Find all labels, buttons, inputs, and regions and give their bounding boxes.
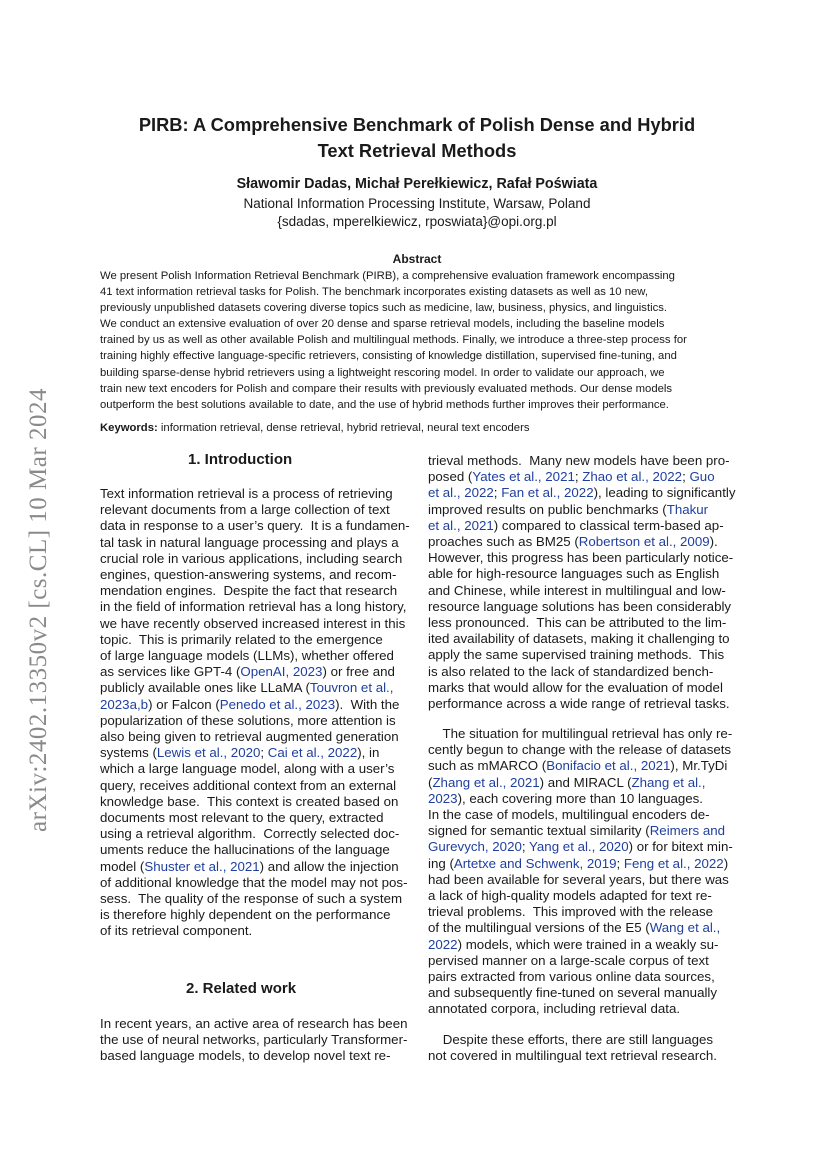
text-line — [100, 826, 410, 842]
text-line — [100, 583, 410, 599]
text-line — [428, 726, 733, 742]
text-line — [100, 567, 410, 583]
text-line — [428, 823, 733, 839]
text-run: documents most relevant to the query, extracted — [100, 810, 384, 826]
citation-link[interactable]: Shuster et al., 2021 — [144, 858, 260, 874]
text-line — [428, 920, 733, 936]
text-line — [428, 696, 736, 712]
citation-link[interactable]: 2023 — [428, 790, 458, 806]
text-line — [100, 680, 410, 696]
text-line — [100, 891, 410, 907]
abstract-line: trained by us as well as other available Polish and multilingual methods. Finally, we introduce a three-step process for — [100, 334, 687, 347]
author-emails: {sdadas, mperelkiewicz, rposwiata}@opi.org.pl — [277, 214, 557, 229]
citation-link[interactable]: Thakur — [666, 501, 709, 517]
citation-link[interactable]: Guo — [689, 469, 715, 485]
text-run: in the field of information retrieval has a long history, — [100, 599, 407, 615]
text-run: ) compared to classical term-based ap- — [493, 517, 724, 533]
text-line — [100, 745, 410, 761]
text-run: crucial role in various applications, including search — [100, 550, 403, 566]
text-run: ), each covering more than 10 languages. — [457, 790, 704, 806]
text-run: ; — [616, 855, 624, 871]
text-line — [428, 680, 736, 696]
text-run: ited availability of datasets, making it challenging to — [428, 631, 730, 647]
text-run: Text information retrieval is a process of retrieving — [100, 486, 393, 501]
related-work-paragraph-1 — [428, 453, 736, 712]
text-run: signed for semantic textual similarity ( — [428, 823, 650, 839]
text-line — [428, 985, 733, 1001]
text-line — [428, 856, 733, 872]
text-line — [100, 794, 410, 810]
citation-link[interactable]: Yates et al., 2021 — [472, 469, 575, 485]
text-line — [100, 697, 410, 713]
abstract-line: train new text encoders for Polish and compare their results with previously evaluated methods. Our dense models — [100, 382, 673, 395]
text-line — [100, 648, 410, 664]
text-run: as services like GPT-4 ( — [100, 664, 241, 680]
text-run: we have recently observed increased interest in this — [100, 615, 406, 631]
text-line — [100, 518, 410, 534]
citation-link[interactable]: Wang et al., — [649, 920, 721, 936]
text-line — [428, 872, 733, 888]
abstract-line: 41 text information retrieval tasks for Polish. The benchmark incorporates existing datasets as well as 10 new, — [100, 286, 648, 299]
text-line — [100, 1016, 407, 1032]
text-run: popularization of these solutions, more attention is — [100, 712, 396, 728]
text-run: ; — [574, 469, 583, 485]
text-line — [428, 550, 736, 566]
text-line — [428, 904, 733, 920]
text-run: Despite these efforts, there are still languages — [428, 1032, 714, 1047]
text-run: able for high-resource languages such as English — [428, 566, 720, 582]
text-line — [100, 502, 410, 518]
text-run: pairs extracted from various online data sources, — [428, 969, 715, 985]
text-run: ; — [493, 485, 502, 501]
paper-title — [100, 112, 734, 164]
text-line — [428, 453, 736, 469]
text-line — [100, 859, 410, 875]
text-run: ) and MIRACL ( — [539, 774, 632, 790]
citation-link[interactable]: 2023a,b — [100, 696, 149, 712]
text-line — [100, 1048, 407, 1064]
author-list: Sławomir Dadas, Michał Perełkiewicz, Rafał Poświata — [236, 176, 598, 192]
text-run: improved results on public benchmarks ( — [428, 501, 667, 517]
text-line — [428, 647, 736, 663]
citation-link[interactable]: et al., 2022 — [428, 485, 494, 501]
title-line-2: Text Retrieval Methods — [317, 140, 517, 161]
text-line — [428, 502, 736, 518]
text-run: uments reduce the hallucinations of the language — [100, 842, 390, 858]
abstract-line: outperform the best solutions available to date, and the use of hybrid methods further improves their performance. — [100, 398, 669, 411]
text-run: ) models, which were trained in a weakly su- — [457, 936, 719, 952]
citation-link[interactable]: Yang et al., 2020 — [529, 839, 629, 855]
text-line — [100, 551, 410, 567]
text-line — [100, 875, 410, 891]
citation-link[interactable]: Penedo et al., 2023 — [219, 696, 336, 712]
related-work-text — [100, 1016, 407, 1065]
text-line — [428, 664, 736, 680]
text-run: ) and allow the injection — [259, 858, 399, 874]
text-line — [428, 1001, 733, 1017]
text-line — [428, 534, 736, 550]
citation-link[interactable]: Zhang et al., — [631, 774, 706, 790]
keywords-line — [100, 422, 734, 434]
citation-link[interactable]: Bonifacio et al., 2021 — [546, 758, 671, 774]
affiliation: National Information Processing Institute, Warsaw, Poland — [243, 196, 591, 211]
abstract-line: building sparse-dense hybrid retrievers using a lightweight rescoring model. In order to validate our approach, we — [100, 366, 665, 379]
text-run: based language models, to develop novel text re- — [100, 1048, 391, 1064]
introduction-text — [100, 486, 410, 940]
text-run: the use of neural networks, particularly Transformer- — [100, 1032, 408, 1048]
arxiv-id-stamp: arXiv:2402.13350v2 [cs.CL] 10 Mar 2024 — [25, 388, 52, 832]
text-run: and Chinese, while interest in multilingual and low- — [428, 582, 726, 598]
text-run: had been available for several years, but there was — [428, 871, 729, 887]
arxiv-sidebar — [22, 360, 56, 860]
text-run: is therefore highly dependent on the performance — [100, 907, 391, 923]
text-run: ; — [682, 469, 690, 485]
section-heading-introduction: 1. Introduction — [188, 451, 293, 468]
abstract-line: training highly effective language-specific retrievers, consisting of knowledge distillation, supervised fine-tuning, and — [100, 350, 677, 363]
citation-link[interactable]: Feng et al., 2022 — [623, 855, 724, 871]
abstract-line: We present Polish Information Retrieval Benchmark (PIRB), a comprehensive evaluation framework encompassing — [100, 270, 675, 282]
text-line — [100, 632, 410, 648]
text-run: publicly available ones like LLaMA ( — [100, 680, 310, 696]
text-run: ) — [723, 855, 729, 871]
text-run: topic. This is primarily related to the emergence — [100, 631, 383, 647]
citation-link[interactable]: Reimers and — [649, 823, 726, 839]
text-run: is also related to the lack of standardized bench- — [428, 663, 714, 679]
text-run: and subsequently fine-tuned on several manually — [428, 985, 718, 1001]
citation-link[interactable]: OpenAI, 2023 — [240, 664, 323, 680]
text-line — [428, 775, 733, 791]
text-line — [100, 778, 410, 794]
text-line — [100, 761, 410, 777]
citation-link[interactable]: Zhang et al., 2021 — [432, 774, 540, 790]
section-heading-related-work: 2. Related work — [186, 980, 297, 997]
text-run: relevant documents from a large collection of text — [100, 502, 390, 518]
text-run: which a large language model, along with a user’s — [100, 761, 395, 777]
text-run: ) or for bitext min- — [628, 839, 733, 855]
text-run: proaches such as BM25 ( — [428, 534, 579, 550]
text-run: of large language models (LLMs), whether offered — [100, 648, 394, 664]
text-run: query, receives additional context from an external — [100, 777, 397, 793]
text-run: ), Mr.TyDi — [670, 758, 728, 774]
text-line — [100, 599, 410, 615]
abstract-body — [100, 268, 734, 413]
text-line — [428, 937, 733, 953]
text-line — [100, 729, 410, 745]
text-line — [428, 791, 733, 807]
text-line — [428, 953, 733, 969]
abstract-heading: Abstract — [392, 252, 442, 266]
text-run: cently begun to change with the release of datasets — [428, 742, 732, 758]
text-run: using a retrieval algorithm. Correctly selected doc- — [100, 826, 400, 842]
text-line — [428, 1032, 717, 1048]
text-line — [428, 485, 736, 501]
citation-link[interactable]: Robertson et al., 2009 — [578, 534, 710, 550]
text-line — [100, 907, 410, 923]
text-run: of its retrieval component. — [100, 923, 253, 939]
keywords-text: information retrieval, dense retrieval, hybrid retrieval, neural text encoders — [157, 422, 530, 434]
text-run: trieval problems. This improved with the release — [428, 904, 714, 920]
abstract-line: We conduct an extensive evaluation of over 20 dense and sparse retrieval models, including the baseline models — [100, 318, 665, 331]
text-run: of additional knowledge that the model may not pos- — [100, 874, 408, 890]
text-run: ) or Falcon ( — [148, 696, 220, 712]
citation-link[interactable]: et al., 2021 — [428, 517, 494, 533]
text-line — [100, 810, 410, 826]
text-line — [428, 631, 736, 647]
title-line-1: PIRB: A Comprehensive Benchmark of Polish Dense and Hybrid — [138, 114, 696, 135]
text-run: data in response to a user’s query. It is a fundamen- — [100, 518, 410, 534]
text-line — [428, 566, 736, 582]
text-run: ), leading to significantly — [593, 485, 736, 501]
text-run: resource language solutions has been considerably — [428, 598, 732, 614]
text-run: ; — [260, 745, 268, 761]
text-line — [428, 758, 733, 774]
text-run: posed ( — [428, 469, 473, 485]
text-run: mendation engines. Despite the fact that research — [100, 583, 398, 599]
text-run: ( — [428, 774, 433, 790]
citation-link[interactable]: Gurevych, 2020 — [428, 839, 522, 855]
text-run: systems ( — [100, 745, 157, 761]
text-run: In the case of models, multilingual encoders de- — [428, 807, 710, 823]
citation-link[interactable]: Fan et al., 2022 — [501, 485, 594, 501]
text-run: marks that would allow for the evaluation of model — [428, 679, 723, 695]
text-run: such as mMARCO ( — [428, 758, 547, 774]
text-run: of the multilingual versions of the E5 ( — [428, 920, 650, 936]
text-run: sess. The quality of the response of such a system — [100, 891, 403, 907]
text-line — [428, 742, 733, 758]
text-line — [428, 969, 733, 985]
text-run: pervised manner on a large-scale corpus of text — [428, 952, 709, 968]
related-work-paragraph-2 — [428, 726, 733, 1018]
citation-link[interactable]: Touvron et al., — [309, 680, 394, 696]
text-run: trieval methods. Many new models have been pro- — [428, 453, 730, 468]
citation-link[interactable]: 2022 — [428, 936, 458, 952]
text-line — [428, 888, 733, 904]
citation-link[interactable]: Cai et al., 2022 — [267, 745, 358, 761]
text-run: knowledge base. This context is created based on — [100, 793, 399, 809]
text-run: In recent years, an active area of research has been — [100, 1016, 408, 1031]
text-line — [100, 713, 410, 729]
text-line — [428, 615, 736, 631]
text-line — [100, 923, 410, 939]
text-run: also being given to retrieval augmented generation — [100, 729, 399, 745]
text-run: a lack of high-quality models adapted for text re- — [428, 888, 712, 904]
text-run: ). — [709, 534, 718, 550]
text-run: engines, question-answering systems, and recom- — [100, 567, 397, 583]
text-line — [428, 839, 733, 855]
text-line — [100, 535, 410, 551]
text-line — [428, 807, 733, 823]
text-run: ), in — [357, 745, 380, 761]
abstract-line: previously unpublished datasets covering diverse topics such as medicine, law, business, physics, and linguistics. — [100, 302, 668, 315]
citation-link[interactable]: Zhao et al., 2022 — [582, 469, 683, 485]
text-run: However, this progress has been particularly notice- — [428, 550, 734, 566]
text-run: ). With the — [335, 696, 400, 712]
text-run: annotated corpora, including retrieval data. — [428, 1001, 681, 1017]
text-run: less pronounced. This can be attributed to the lim- — [428, 615, 727, 631]
text-line — [100, 486, 410, 502]
text-line — [100, 1032, 407, 1048]
keywords-label: Keywords: — [100, 422, 158, 434]
text-run: The situation for multilingual retrieval has only re- — [428, 726, 733, 741]
text-line — [100, 664, 410, 680]
text-run: ing ( — [428, 855, 454, 871]
text-run: tal task in natural language processing and plays a — [100, 534, 399, 550]
text-line — [428, 518, 736, 534]
text-line — [100, 842, 410, 858]
text-run: not covered in multilingual text retrieval research. — [428, 1048, 717, 1064]
citation-link[interactable]: Artetxe and Schwenk, 2019 — [453, 855, 617, 871]
text-run: ; — [521, 839, 530, 855]
text-run: ) or free and — [322, 664, 395, 680]
text-line — [428, 1048, 717, 1064]
citation-link[interactable]: Lewis et al., 2020 — [156, 745, 261, 761]
text-line — [428, 583, 736, 599]
text-run: model ( — [100, 858, 145, 874]
text-run: performance across a wide range of retrieval tasks. — [428, 696, 730, 712]
text-run: apply the same supervised training methods. This — [428, 647, 725, 663]
related-work-paragraph-3 — [428, 1032, 717, 1064]
text-line — [428, 469, 736, 485]
text-line — [428, 599, 736, 615]
text-line — [100, 616, 410, 632]
